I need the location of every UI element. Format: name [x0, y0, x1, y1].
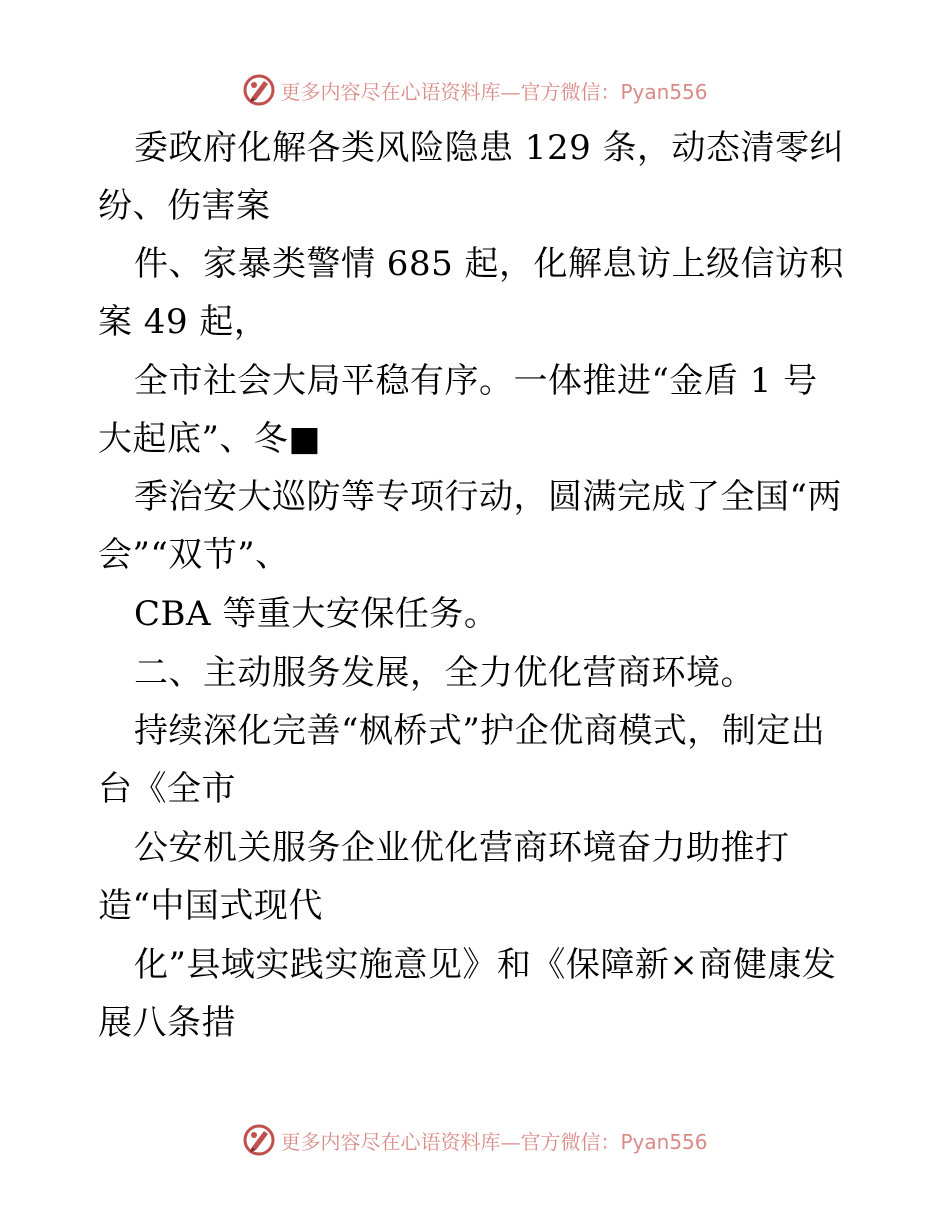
body-line: 大起底”、冬■ [98, 419, 322, 459]
watermark-text [280, 1126, 707, 1155]
body-line: 会”“双节”、 [98, 535, 290, 575]
body-line: 全市社会大局平稳有序。一体推进“金盾 1 号 [134, 361, 818, 401]
footer-watermark [0, 1122, 950, 1158]
watermark-main-text: 更多内容尽在心语资料库 [280, 79, 501, 104]
body-line: 展八条措 [98, 1003, 236, 1043]
watermark-text [280, 76, 707, 105]
body-line: 委政府化解各类风险隐患 129 条，动态清零纠 [134, 128, 845, 168]
watermark-official-label: 官方微信： [520, 79, 621, 104]
body-line: 造“中国式现代 [98, 886, 323, 926]
watermark-official-label: 官方微信： [520, 1129, 621, 1154]
body-line: 公安机关服务企业优化营商环境奋力助推打 [134, 828, 790, 868]
body-line: 季治安大巡防等专项行动，圆满完成了全国“两 [134, 477, 842, 517]
body-line: 案 49 起， [98, 302, 269, 342]
section-heading: 二、主动服务发展，全力优化营商环境。 [134, 653, 755, 693]
body-line: 台《全市 [98, 769, 236, 809]
body-line: 件、家暴类警情 685 起，化解息访上级信访积 [134, 244, 845, 284]
body-line: 持续深化完善“枫桥式”护企优商模式，制定出 [134, 711, 826, 751]
watermark-account: Pyan556 [620, 79, 708, 104]
header-watermark [0, 72, 950, 108]
body-line: 纷、伤害案 [98, 186, 271, 226]
watermark-main-text: 更多内容尽在心语资料库 [280, 1129, 501, 1154]
pen-logo-icon [242, 1123, 276, 1157]
watermark-dash: — [500, 1129, 521, 1154]
watermark-dash: — [500, 79, 521, 104]
pen-logo-icon [242, 73, 276, 107]
body-line: CBA 等重大安保任务。 [134, 594, 499, 634]
watermark-account: Pyan556 [620, 1129, 708, 1154]
body-line: 化”县域实践实施意见》和《保障新×商健康发 [134, 945, 837, 985]
